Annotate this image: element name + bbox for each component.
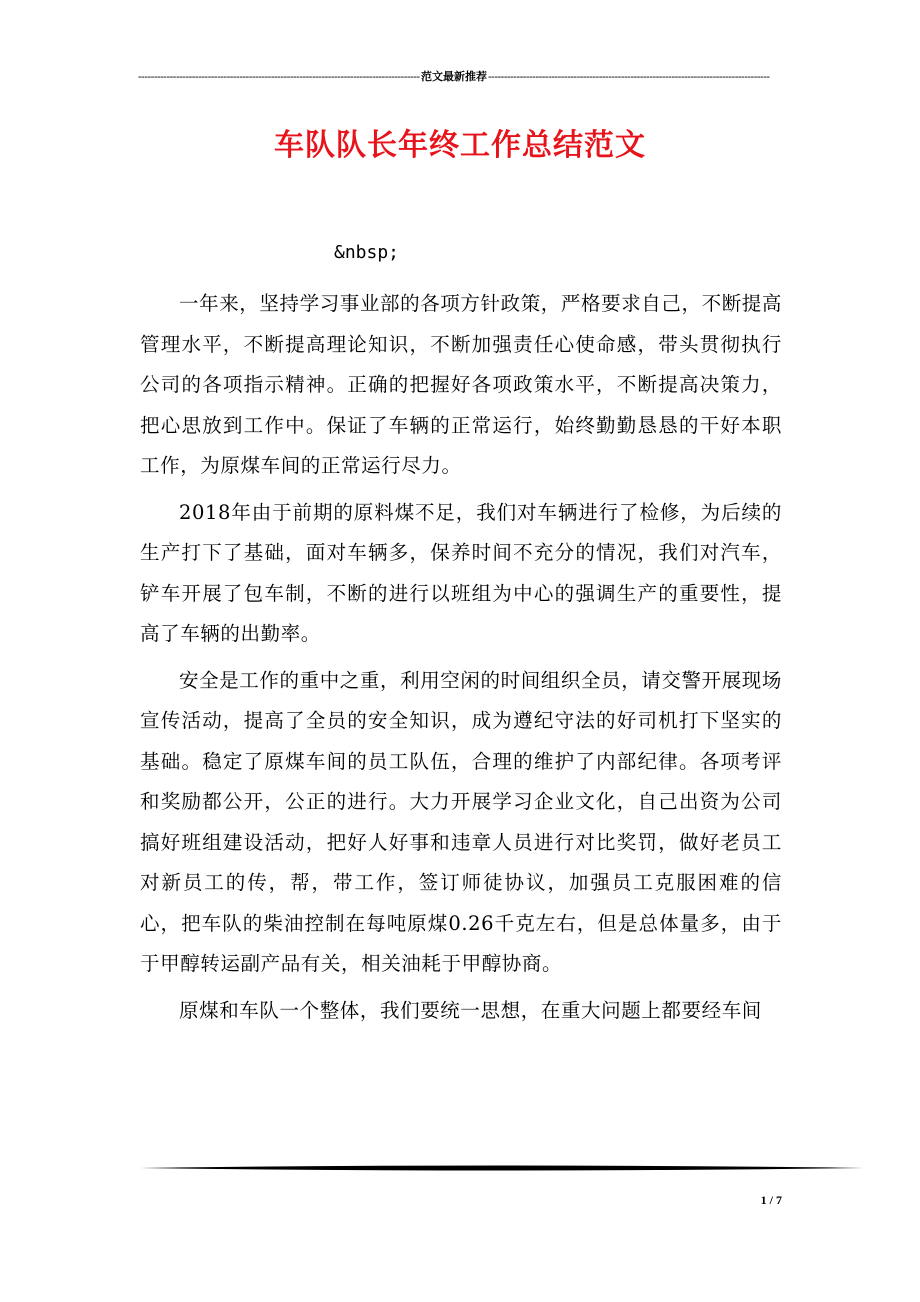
footer-divider [140,1164,864,1172]
header-label: 范文最新推荐 [421,71,487,83]
document-body [140,284,782,1037]
paragraph: 2018年由于前期的原料煤不足，我们对车辆进行了检修，为后续的生产打下了基础，面对车辆多，保养时间不充分的情况，我们对汽车，铲车开展了包车制，不断的进行以班组为中心的强调生产的重要性，提高了车辆的出勤率。 [140,500,782,645]
nbsp-artifact-text: &nbsp; [334,242,400,263]
paragraph: 安全是工作的重中之重，利用空闲的时间组织全员，请交警开展现场宣传活动，提高了全员的安全知识，成为遵纪守法的好司机打下坚实的基础。稳定了原煤车间的员工队伍，合理的维护了内部纪律。各项考评和奖励都公开，公正的进行。大力开展学习企业文化，自己出资为公司搞好班组建设活动，把好人好事和违章人员进行对比奖罚，做好老员工对新员工的传，帮，带工作，签订师徒协议，加强员工克服困难的信心，把车队的柴油控制在每吨原煤0.26千克左右，但是总体量多，由于于甲醇转运副产品有关，相关油耗于甲醇协商。 [140,668,783,975]
page-number: 1 / 7 [760,1193,782,1207]
paragraph: 原煤和车队一个整体，我们要统一思想，在重大问题上都要经车间 [179,998,762,1022]
page-header [138,68,770,86]
paragraph: 一年来，坚持学习事业部的各项方针政策，严格要求自己，不断提高管理水平，不断提高理论知识，不断加强责任心使命感，带头贯彻执行公司的各项指示精神。正确的把握好各项政策水平，不断提高决策力，把心思放到工作中。保证了车辆的正常运行，始终勤勤恳恳的干好本职工作，为原煤车间的正常运行尽力。 [140,292,783,477]
header-dash-right [488,68,770,86]
document-title: 车队队长年终工作总结范文 [274,128,646,163]
header-dash-left [138,68,420,86]
